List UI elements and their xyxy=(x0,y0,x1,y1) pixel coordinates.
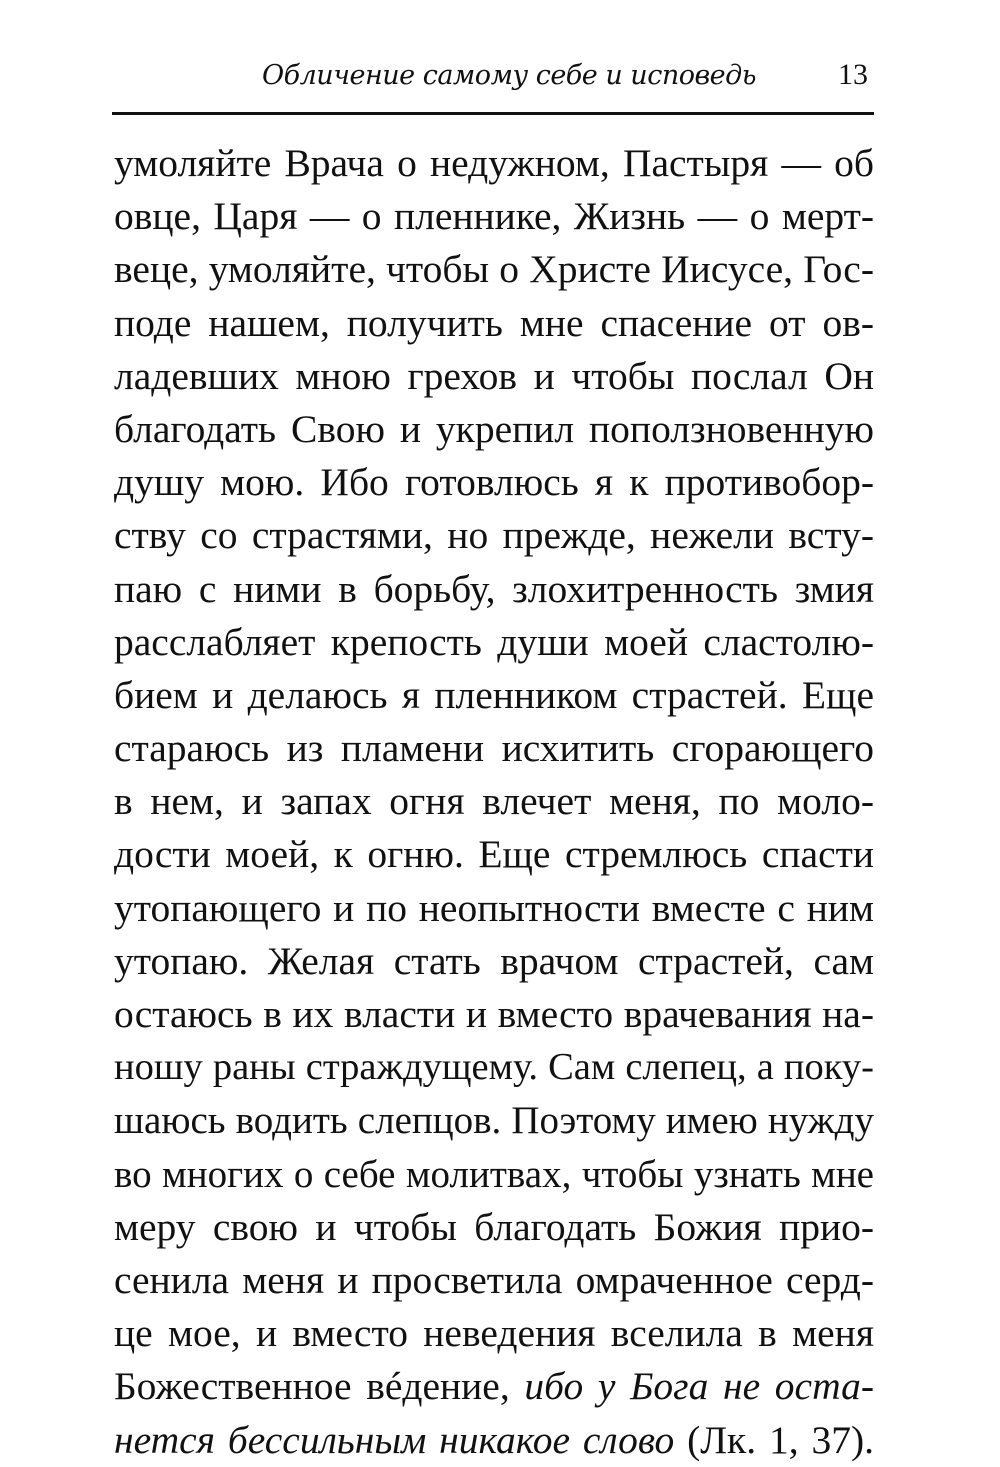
text-line: умоляйте Врача о недужном, Пастыря — об xyxy=(114,141,874,185)
text-line: ладевших мною грехов и чтобы послал Он xyxy=(114,353,874,398)
text-line: ношу раны страждущему. Сам слепец, а поку- xyxy=(114,1046,874,1089)
running-head xyxy=(112,58,876,98)
text-line: сенила меня и просветила омраченное серд- xyxy=(114,1257,874,1302)
text-line: стараюсь из пламени исхитить сгорающего xyxy=(114,726,874,771)
text-line-mixed xyxy=(114,1360,874,1413)
text-line: поде нашем, получить мне спасение от ов- xyxy=(114,300,874,345)
text-line: ству со страстями, но прежде, нежели всту- xyxy=(114,513,874,558)
text-line: веце, умоляйте, чтобы о Христе Иисусе, Гос- xyxy=(114,247,874,292)
body-text xyxy=(114,137,874,1467)
text-line: меру свою и чтобы благодать Божия прио- xyxy=(114,1204,874,1249)
text-line: во многих о себе молитвах, чтобы узнать мне xyxy=(114,1152,874,1196)
text-line: душу мою. Ибо готовлюсь я к противобор- xyxy=(114,460,874,505)
text-line: остаюсь в их власти и вместо врачевания на- xyxy=(114,992,874,1036)
scripture-quote: ибо у Бога не оста- xyxy=(524,1364,874,1409)
text-line: в нем, и запах огня влечет меня, по моло- xyxy=(114,779,874,824)
page-number: 13 xyxy=(838,58,868,91)
header-rule xyxy=(112,112,874,115)
text-line-mixed xyxy=(114,1414,874,1467)
text-line: благодать Свою и укрепил поползновенную xyxy=(114,406,874,451)
text-line: шаюсь водить слепцов. Поэтому имею нужду xyxy=(114,1099,874,1143)
text-line: дости моей, к огню. Еще стремлюсь спасти xyxy=(114,832,874,877)
text-line: утопающего и по неопытности вместе с ним xyxy=(114,885,874,930)
scripture-reference: (Лк. 1, 37). xyxy=(687,1417,874,1462)
scripture-quote: нется бессильным никакое слово xyxy=(114,1417,675,1462)
text-line: овце, Царя — о пленнике, Жизнь — о мерт- xyxy=(114,194,874,239)
text-line: це мое, и вместо неведения вселила в меня xyxy=(114,1311,874,1356)
running-title: Обличение самому себе и исповедь xyxy=(262,60,756,91)
text-line: паю с ними в борьбу, злохитренность змия xyxy=(114,566,874,611)
text-line: расслабляет крепость души моей сластолю- xyxy=(114,619,874,664)
text-line: бием и делаюсь я пленником страстей. Еще xyxy=(114,672,874,717)
text-segment: Божественное вéдение, xyxy=(114,1364,510,1409)
text-line: утопаю. Желая стать врачом страстей, сам xyxy=(114,938,874,983)
